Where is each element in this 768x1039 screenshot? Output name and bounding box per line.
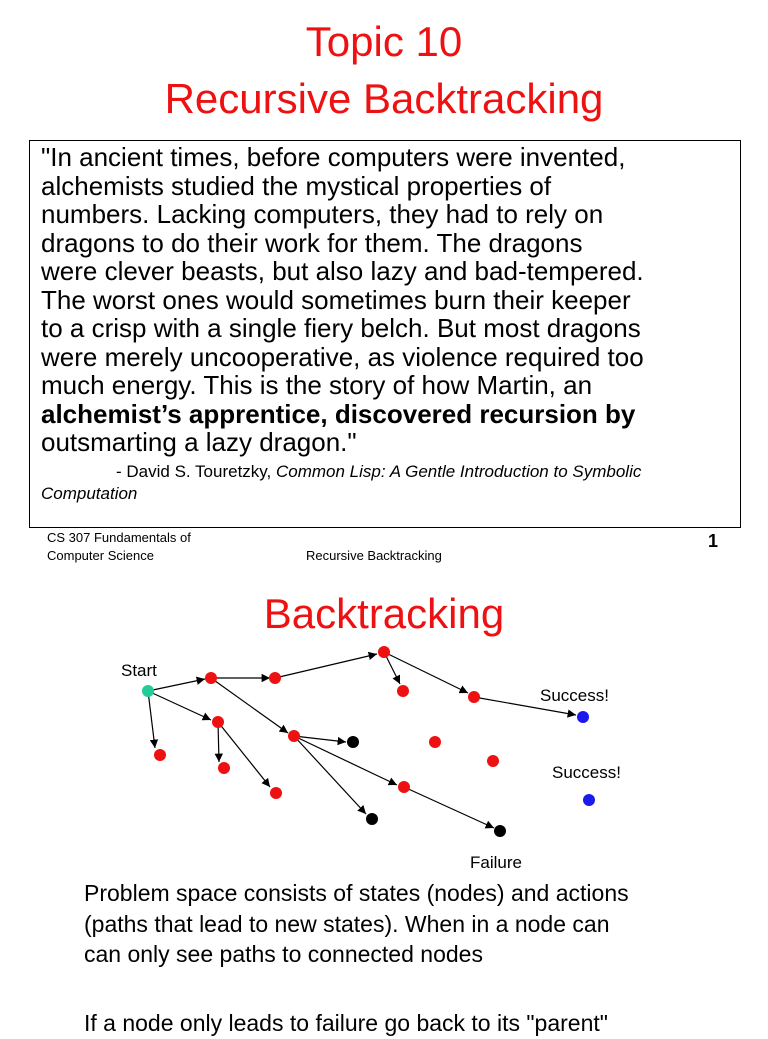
body-text: Problem space consists of states (nodes) and actions (paths that lead to new states). When in a node can can only see paths to connected nodes (84, 880, 629, 967)
state-node (429, 736, 441, 748)
success-node (583, 794, 595, 806)
state-node (398, 781, 410, 793)
failure-node (494, 825, 506, 837)
state-node (269, 672, 281, 684)
quote-end: outsmarting a lazy dragon." (41, 427, 357, 457)
success-node (577, 711, 589, 723)
state-node (487, 755, 499, 767)
state-node (270, 787, 282, 799)
state-node (288, 730, 300, 742)
edge (218, 722, 219, 762)
quote-plain: "In ancient times, before computers were invented, alchemists studied the mystical properties of numbers. Lacking computers, they had to rely on dragons to do their work for them. The dragons were clever beasts, but also lazy and bad-tempered. The worst ones would sometimes burn their keeper to a crisp with a single fiery belch. But most dragons were merely uncooperative, as violence required too much energy. This is the story of how Martin, an (41, 142, 644, 400)
edge (404, 787, 494, 828)
footer-topic: Recursive Backtracking (306, 548, 442, 563)
edge (384, 652, 468, 693)
state-node (154, 749, 166, 761)
footer-course: CS 307 Fundamentals of Computer Science (47, 530, 191, 563)
quote-bold: alchemist’s apprentice, discovered recursion by (41, 398, 636, 429)
body-text-cutoff: If a node only leads to failure go back to its "parent" (84, 1010, 608, 1036)
failure-node (347, 736, 359, 748)
slide2-title: Backtracking (263, 590, 505, 637)
diagram-nodes (142, 646, 595, 837)
edge (275, 654, 377, 678)
attribution-dash: - (116, 462, 122, 481)
slide-title-subject: Recursive Backtracking (164, 75, 604, 122)
state-node (218, 762, 230, 774)
start-label: Start (121, 661, 157, 680)
edge (294, 736, 397, 785)
edge (218, 722, 270, 787)
edge (294, 736, 346, 742)
edge (294, 736, 366, 814)
failure-node (366, 813, 378, 825)
success-label: Success! (540, 686, 609, 705)
success-label: Success! (552, 763, 621, 782)
state-node (468, 691, 480, 703)
page-number: 1 (708, 531, 719, 551)
edge (148, 691, 155, 748)
state-node (212, 716, 224, 728)
edge (148, 679, 205, 691)
state-node (205, 672, 217, 684)
slide-title-topic: Topic 10 (305, 18, 463, 65)
start-node (142, 685, 154, 697)
attribution-book: Common Lisp: A Gentle Introduction to Symbolic Computation (41, 462, 642, 503)
failure-label: Failure (470, 853, 522, 872)
state-node (378, 646, 390, 658)
state-node (397, 685, 409, 697)
edge (148, 691, 211, 720)
attribution-author: David S. Touretzky, (121, 462, 276, 481)
